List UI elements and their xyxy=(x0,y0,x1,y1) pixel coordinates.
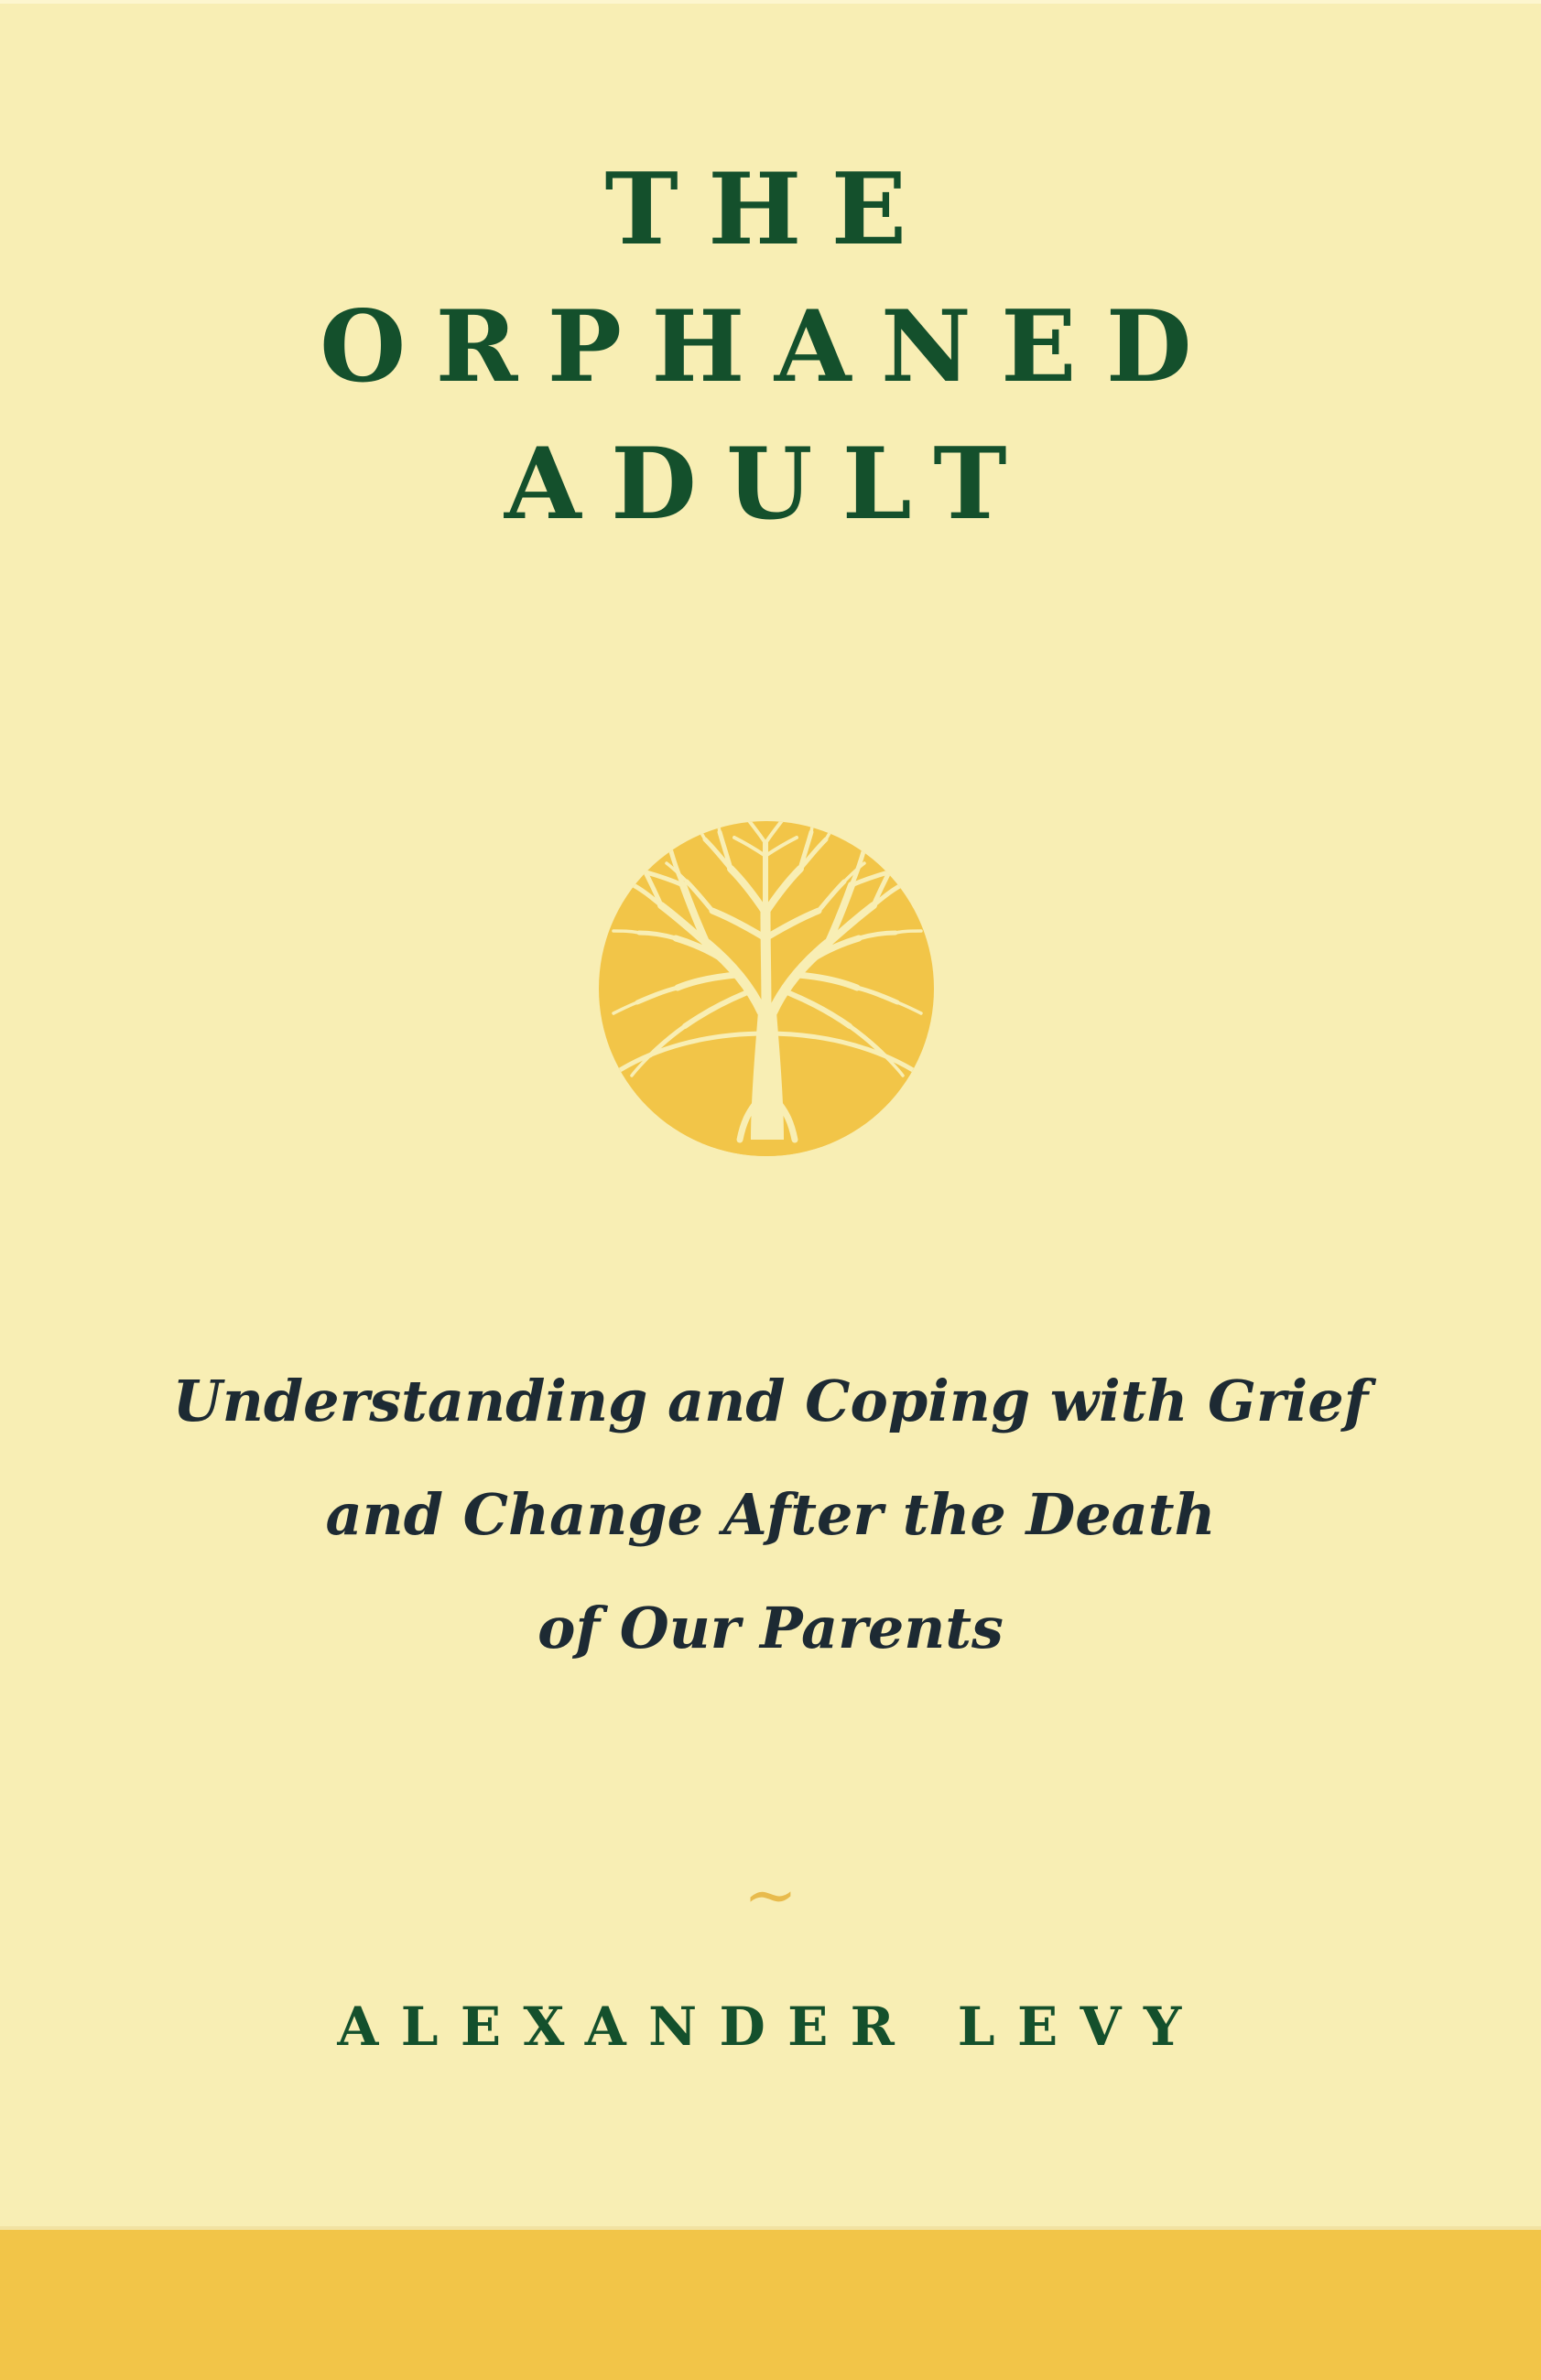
book-subtitle xyxy=(0,1368,1541,1661)
book-title xyxy=(0,152,1541,542)
bottom-color-band xyxy=(0,2230,1541,2380)
subtitle-line-3: of Our Parents xyxy=(537,1595,1004,1661)
tree-medallion-illustration xyxy=(487,709,1046,1268)
title-line-2: ORPHANED xyxy=(320,289,1221,405)
top-edge-highlight xyxy=(0,0,1541,4)
title-line-3: ADULT xyxy=(504,427,1037,542)
swash-ornament: ∼ xyxy=(743,1857,798,1932)
title-line-1: THE xyxy=(604,152,937,267)
subtitle-line-1: Understanding and Coping with Grief xyxy=(172,1368,1369,1434)
author-name: ALEXANDER LEVY xyxy=(337,1996,1204,2058)
subtitle-line-2: and Change After the Death xyxy=(325,1481,1216,1548)
